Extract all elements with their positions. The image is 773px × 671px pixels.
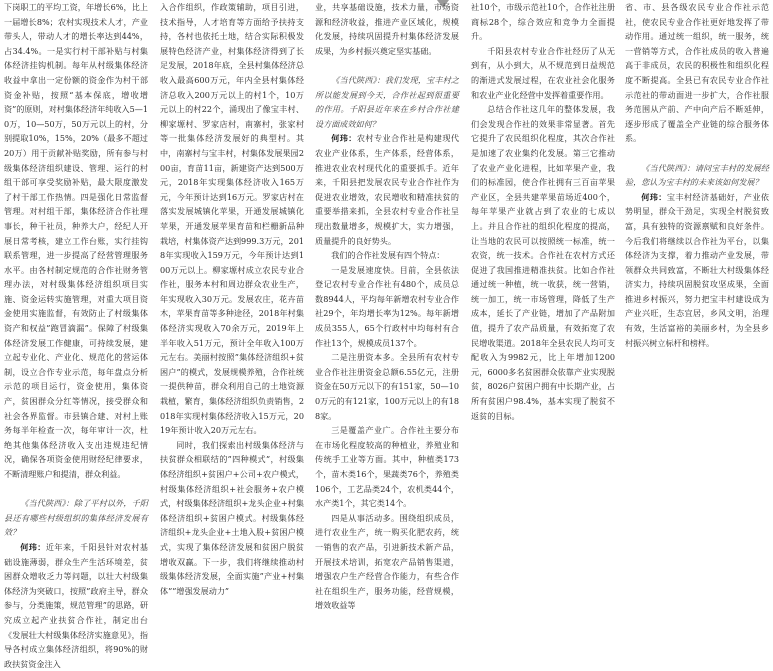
paragraph: [4, 540, 148, 671]
body-text: 下岗职工的平均工资，年增长6%，比上一届增长8%；农村实现技术人才，产业带头人，带动人才的增长率达到44%，占34.4%。一是实行村干部补贴与村集体经济挂钩机制。每年从村级集体经济收益中拿出一定份额的资金作为村干部资金补贴，按照“基本保底，增收增资”的原则，对村集体经济年纯收入5—10万，10—50万，50万元以上的村，分别提取10%，15%，20%（最多不超过20万）用于贡献补贴奖励，所有参与村级集体经济组织建设、管理、运行的村组干部可享受奖励补贴，最大限度激发了村干部工作热情。四是强化日常监督管理。对村组干部，集体经济合作社理事长，种干社员，种养大户，经纪人开展日常考核，建立工作台账，实行挂钩联系管理，进一步提高了经营管理服务水平。由各村制定规范的合作社财务管理办法，对村级集体经济组织项目实施、资金运转实施管理，对重大项目资金使用实施监督，有效防止了村级集体资产和权益”跑冒滴漏”。保障了村级集体经济发展工作健康，可持续发展，建立起专业化、产业化、规范化的营运体制，设立合作专业示范，每年盘点分析示范的项目运行，资金使用，集体资产，贫困群众分红等情况，接受群众和社会各界监督。市县镇合建、对村上账务每半年检查一次，每年审计一次，杜绝其他集体经济收入支出违规违纪情况，确保各项资金使用财经纪律要求，不断清理账户和提清，群众利益。: [4, 2, 148, 479]
paragraph: [315, 248, 459, 263]
body-text: 社10个，市级示范社10个，合作社注册商标28个，综合效应和竞争力全面提升。: [471, 2, 615, 42]
paragraph: [471, 44, 615, 102]
paragraph: [315, 131, 459, 248]
text-column-4: [471, 0, 615, 463]
paragraph: [4, 0, 148, 482]
paragraph: [160, 0, 304, 438]
interviewer-question: 《当代陕西》：: [641, 162, 695, 173]
body-text: 千阳县农村专业合作社经历了从无到有，从小到大，从不规范到日益规范的渐进式发展过程，在农业社会化服务和农业产业化经营中发挥着重要作用。: [471, 45, 615, 100]
speaker-name: 何玮：: [641, 191, 667, 202]
speaker-name: 何玮：: [331, 133, 357, 144]
paragraph: [315, 511, 459, 613]
interviewer-question: 我们发现，宝丰村之所以能发展到今天，合作社起到很重要的作用。千阳县近年来在乡村合作社建设方面成效如何？: [315, 74, 459, 129]
paragraph: [625, 161, 769, 190]
interviewer-question: 《当代陕西》：: [20, 498, 74, 509]
body-text: 入合作组织，作政策辅助，项目引进，技术指导，人才培育等方面给予扶持支持，各村也依托土地，结合实际积极发展特色经济产业，村集体经济得到了长足发展，2018年底，全县村集体经济总收入最高600万元，年内全县村集体经济总收入200万元以上的村1个，10万元以上的村22个，涌现出了像宝丰村、柳家塬村、罗家店村，南寨村，张家村等一批集体经济发展好的典型村。其中，南寨村与宝丰村，村集体发展果园200亩，育苗11亩，新建资产达到500万元，2018年实现集体经济收入165万元，今年预计达到16万元。罗家店村在落实发展城镇化苹果，开通发展城镇化苹果，开通发展苹果育苗和栏栅新品种栽培，村集体资产达到999.3万元，2018年实现收入159万元，今年预计达到100万元以上。柳家塬村成立农民专业合作社，服务本村和周边群众农业生产，年实现收入30万元。发展农庄，花卉苗木，苹果育苗等多种途径，2018年村集体经济实现收入70余万元，2019年上半年收入51万元，预计全年收入100万元左右。美丽村按照”集体经济组织+贫困户”的模式，发展规模养殖，合作社统一提供种苗，群众利用自己的土地资源栽植，繁育，集体经济组织负责销售，2018年实现村集体经济收入15万元，2019年预计收入20万元左右。: [160, 2, 304, 436]
paragraph: [471, 102, 615, 423]
interviewer-question: 请问宝丰村的发展经验，您认为宝丰村的未来该如何发展？: [625, 162, 769, 188]
body-text: 我们的合作社发展有四个特点：: [331, 250, 445, 261]
interviewer-question: 《当代陕西》：: [331, 74, 385, 85]
body-text: 二是注册资本多。全县所有农村专业合作社注册资金总额6.55亿元，注册资金在50万元以下的有151家，50—100万元的有121家，100万元以上的有188家。: [315, 352, 459, 421]
paragraph: [625, 0, 769, 146]
body-text: 总结合作社这几年的整体发展，我们会发现合作社的效果非常显著。首先它提升了农民组织化程度，其次合作社是加速了农业集约化发展。第三它推动了农业产业化进程，比如苹果产业，我们的标准园，使合作社拥有三百亩苹果产业区，全县共建苹果苗场近400个，每年苹果产业就占到了农业的七成以上。并且合作社的组织化程度的提高，让当地的农民可以按照统一标准，统一农资，统一技术。合作社在农村方式还促进了我国推进精准扶贫。比如合作社通过统一种植，统一收获，统一营销，统一加工，统一市场管理，降低了生产成本，延长了产业链，增加了产品附加值，提升了农产品质量，有效拓宽了农民增收渠道。2018年全县农民人均可支配收入为9982元，比上年增加1200元，6000多名贫困群众依靠产业实现脱贫，8026户贫困户拥有中长期产业，占所有贫困户98.4%，基本实现了脱贫不返贫的目标。: [471, 104, 615, 421]
paragraph: [315, 423, 459, 511]
text-column-3: [315, 0, 459, 611]
body-text: 四是从事活动多。围绕组织成员，进行农业生产，统一购买化肥农药，统一销售的农产品，引进新技术新产品，开展技术培训，拓宽农产品销售渠道，增强农户生产经营合作能力，有些合作社在组织生产，服务功能，经营规模，增效收益等: [315, 512, 459, 611]
body-text: 同时，我们探索出村级集体经济与扶贫群众相联结的”四种模式”，村级集体经济组织+贫困户+公司+农户模式，村级集体经济组织+社会服务+农户模式，村级集体经济组织+龙头企业+村集体经济组织+贫困户模式。村级集体经济组织+龙头企业+土地入股+贫困户模式，实现了集体经济发展和贫困户脱贫增收双赢。下一步，我们将继续推动村级集体经济发展，全面实施”产业+村集体””增强发展动力”: [160, 439, 304, 596]
body-text: 业，共享基础设施，技术力量，市场资源和经济收益，推进产业区域化，规模化发展，持续巩固提升村集体经济发展成果，为乡村振兴奠定坚实基础。: [315, 2, 459, 56]
paragraph: [315, 263, 459, 351]
body-text: 近年来，千阳县针对农村基础设施薄弱，群众生产生活环境差，贫困群众增收乏力等问题，以壮大村级集体经济为突破口，按照”政府主导，群众参与，分类施策，规范管理”的思路，研究成立起产业扶贫合作社，制定出台《发展壮大村级集体经济实施意见》，指导各村成立集体经济组织，将90%的财政扶贫资金注入: [4, 541, 148, 669]
paragraph: [4, 496, 148, 540]
body-text: 宝丰村经济基础好，产业依势明显，群众干劲足，实现全村脱贫致富，具有独特的资源禀赋和良好条件。今后我们将继续以合作社为平台，以集体经济为支撑，着力推动产业发展，带领群众共同致富，不断壮大村级集体经济实力，持续巩固脱贫攻坚成果，全面推进乡村振兴，努力把宝丰村建设成为产业兴旺，生态宜居，乡风文明，治理有效，生活富裕的美丽乡村，为全县乡村振兴树立标杆和榜样。: [625, 191, 769, 348]
speaker-name: 何玮：: [20, 541, 46, 552]
text-column-5: [625, 0, 769, 463]
body-text: 一是发展速度快。目前，全县依法登记农村专业合作社有480个，成员总数8944人，平均每年新增农村专业合作社29个，年均增长率为12%。每年新增成员355人，65个行政村中均每村有合作社13个，规模成员137个。: [315, 264, 459, 348]
body-text: 省、市、县各级农民专业合作社示范社，使农民专业合作社更好地发挥了带动作用。通过统一组织，统一服务，统一营销等方式，合作社成员的收入普遍高于非成员，农民的积极性和组织化程度不断提高。全县已有农民专业合作社示范社的带动面进一步扩大，合作社服务范围从产前、产中向产后不断延伸，逐步形成了覆盖全产业链的综合服务体系。: [625, 2, 769, 144]
body-text: 三是覆盖产业广。合作社主要分布在市场化程度较高的种植业，养殖业和传统手工业等方面。其中，种植类173个，苗木类16个，果蔬类76个，养殖类106个，工艺品类24个，农机类44个，水产类1个，其它类14个。: [315, 425, 459, 509]
paragraph: [625, 190, 769, 351]
paragraph: [315, 73, 459, 131]
text-column-1: [4, 0, 148, 669]
paragraph: [471, 0, 615, 44]
paragraph: [315, 0, 459, 58]
interviewer-question: 除了平村以外，千阳县还有哪些村级组织的集体经济发展有效？: [4, 498, 148, 538]
paragraph: [160, 438, 304, 599]
text-column-2: [160, 0, 304, 596]
paragraph: [315, 350, 459, 423]
body-text: 农村专业合作社是构建现代农业产业体系，生产体系，经营体系，推进农业农村现代化的重要抓手。近年来，千阳县把发展农民专业合作社作为促进农业增效，农民增收和精准扶贫的重要举措来抓，全县农村专业合作社呈现出数量增多，规模扩大，实力增强，质量提升的良好势头。: [315, 133, 459, 246]
